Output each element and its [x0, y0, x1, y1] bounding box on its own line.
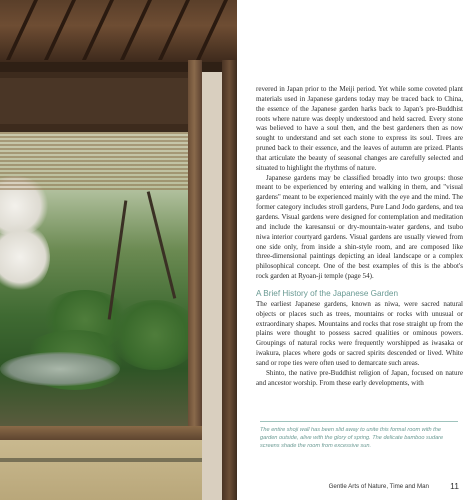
running-footer-title: Gentle Arts of Nature, Time and Man — [328, 483, 429, 490]
bamboo-sudare-screen — [0, 132, 190, 190]
paragraph: Japanese gardens may be classified broadly into two groups: those meant to be experienced by entering and walking in them, and "visual gardens" meant to be experienced mainly with the eye and the mind. The former category includes stroll gardens, Pure Land Jodo gardens, and tea gardens. Visual gardens were designed for contemplation and meditation and include the karesansui or dry-mountain-water gardens, and tsubo niwa interior courtyard gardens. Visual gardens are usually viewed from one side only, from inside a shin-style room, and are composed like three-dimensional paintings depicting an ideal landscape or a complex philosophical concept. One of the best examples of this is the abbot's rock garden at Ryoan-ji temple (page 54). — [256, 173, 463, 281]
page-footer — [237, 481, 465, 493]
text-page — [237, 0, 473, 500]
wooden-post — [222, 60, 237, 500]
tatami-floor — [0, 440, 202, 500]
paragraph: Shinto, the native pre-Buddhist religion of Japan, focused on nature and ancestor worship. From these early developments, with — [256, 368, 463, 387]
roof-eave — [0, 0, 237, 64]
garden-pond — [0, 352, 120, 386]
photo-caption: The entire shoji wall has been slid away to unite this formal room with the garden outside, alive with the glory of spring. The delicate bamboo sudare screens shade the room from excessive sun. — [260, 421, 458, 450]
interior-wall — [202, 72, 222, 500]
paragraph: revered in Japan prior to the Meiji period. Yet while some coveted plant materials used in Japanese gardens today may be traced back to China, the essence of the Japanese garden harks back to Japan's pre-Buddhist roots where nature was deeply understood and held sacred. Every stone was believed to have a soul then, and the best gardeners then as now sought to understand and set each stone to express its soul. Trees are pruned back to their essence, and the leaves of autumn are prized. Plants that articulate the beauty of seasonal changes are carefully selected and situated to highlight the rhythms of nature. — [256, 85, 463, 172]
paragraph: The earliest Japanese gardens, known as niwa, were sacred natural objects or places such as trees, mountains or rocks with unusual or extraordinary shapes. Mountains and rocks that rose straight up from the plains were thought to possess sacred qualities or ominous powers. Groupings of natural rocks were frequently worshipped as iwasaka or iwakura, places where gods or sacred spirits descended or lived. White sand or rope ties were often used to demarcate such areas. — [256, 299, 463, 367]
page-number: 11 — [450, 481, 459, 491]
body-text — [256, 85, 463, 388]
veranda-sill — [0, 426, 202, 440]
section-heading: A Brief History of the Japanese Garden — [256, 288, 398, 298]
